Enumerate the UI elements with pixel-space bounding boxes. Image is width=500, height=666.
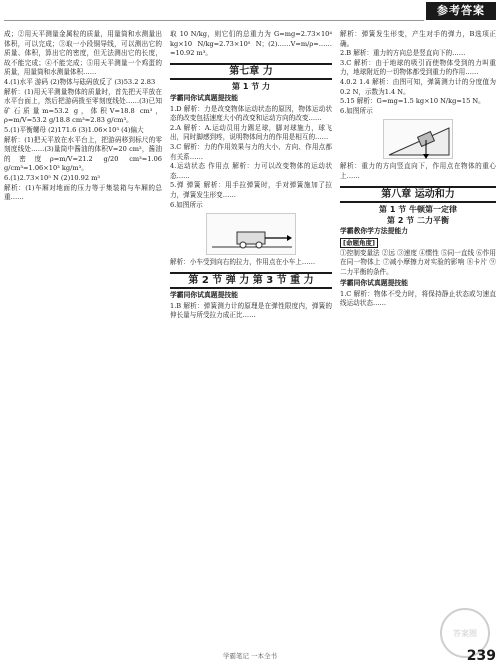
- column-3: [340, 30, 496, 309]
- col3-item-2: 3.C 解析：由于地球的吸引而使物体受到的力叫重力，地球附近的一切物体都受到重力的作用……: [340, 58, 496, 77]
- column-1: [4, 30, 162, 203]
- col2-item-3: 3.C 解析：力的作用效果与力的大小、方向、作用点都有关系……: [170, 142, 332, 161]
- col1-para-1: 成；②用天平测量金属粒的质量，用量筒和水测量出体积，可以完成；③取一小段铜导线，可以测出它的质量、体积，算出它的密度，但无法测出它的长度，故不能完成；④不能完成；⑤用天平测量一个鸡蛋的质量，用量筒和水测量体积……: [4, 30, 162, 77]
- col1-para-2: 4.(1)水平 游码 (2)物体与砝码放反了 (3)53.2 2.83: [4, 77, 156, 86]
- col3-subhead: 学霸教你学方法提能力: [340, 227, 408, 236]
- col2-item-4: 4.运动状态 作用点 解析：力可以改变物体的运动状态……: [170, 162, 332, 180]
- incline-figure: [383, 119, 453, 159]
- subhead: 学霸同你试真题提技能: [170, 93, 238, 102]
- subhead-2: 学霸同你试真题提技能: [170, 291, 238, 300]
- col3-last: 1.C 解析：物体不受力时，将保持静止状态或匀速直线运动状态……: [340, 289, 496, 308]
- col3-body: ①控制变量法 ②远 ③速度 ④惯性 ⑤同一直线 ⑥作用在同一物体上 ⑦减小摩擦力对实验的影响 ⑧卡片 ⑨二力平衡的条件。: [340, 248, 496, 276]
- col1-para-3: 解析：(1)用天平测量物体的质量时，首先把天平放在水平台面上，然后把游码拨至零刻度线处……(3)已知矿石质量m=53.2 g，体积V=18.8 cm³，ρ=m/V=53.2 g/18.8 cm³≈2.83 g/cm³。: [4, 87, 162, 125]
- col2-item-1: 1.D 解析：力是改变物体运动状态的原因，物体运动状态的改变包括速度大小的改变和运动方向的改变……: [170, 104, 332, 123]
- header-rule: [4, 20, 424, 21]
- col2-item-2: 2.A 解析：A.运动员用力踢足球，脚对球施力，球飞出，同时脚感到疼，说明物体间力的作用是相互的……: [170, 123, 332, 142]
- col3-item-6: 解析：重力的方向竖直向下，作用点在物体的重心上……: [340, 162, 496, 180]
- col2-intro: 取 10 N/kg，则它们的总重力为 G=mg=2.73×10⁴ kg×10 N/kg=2.73×10⁵ N；(2)……V=m/ρ=……≈10.92 m³。: [170, 30, 332, 58]
- incline-diagram: [384, 120, 454, 160]
- cart-figure: [206, 213, 296, 255]
- chapter-8-title: 第八章 运动和力: [340, 186, 496, 204]
- col1-para-5: 解析：(1)把天平放在水平台上，把游码移到标尺的零刻度线处……(3)量筒中酱油的体积V=20 cm³，酱油的密度ρ=m/V=21.2 g/20 cm³=1.06 g/cm³=1.06×10³ kg/m³。: [4, 135, 162, 173]
- col1-para-7: 解析：(1)车厢对地面的压力等于集装箱与车厢的总重……: [4, 183, 162, 202]
- col3-item-5: 6.如图所示: [340, 106, 373, 115]
- col1-para-6: 6.(1)2.73×10⁵ N (2)10.92 m³: [4, 173, 101, 182]
- col2-item-5: 5.弹 弹簧 解析：用手拉弹簧时，手对弹簧施加了拉力，弹簧发生形变……: [170, 181, 332, 199]
- chapter-title: 第七章 力: [170, 63, 332, 81]
- section-2-title: 第 2 节 二力平衡: [387, 215, 449, 225]
- proposition-tag: [命题角度]: [340, 238, 378, 248]
- col1-para-4: 5.(1)平衡螺母 (2)171.6 (3)1.06×10³ (4)偏大: [4, 125, 144, 134]
- section-1-title: 第 1 节 牛顿第一定律: [379, 205, 457, 215]
- column-2: [170, 30, 332, 321]
- col2-item-7: 解析：小车受到向右的拉力，作用点在小车上……: [170, 258, 316, 267]
- col2-item-6: 6.如图所示: [170, 200, 203, 209]
- page-footer: [0, 628, 500, 666]
- section-title: 第 1 节 力: [232, 82, 270, 92]
- col3-item-4: 5.15 解析：G=mg=1.5 kg×10 N/kg=15 N。: [340, 97, 485, 106]
- col3-subhead-2: 学霸同你试真题提技能: [340, 279, 408, 288]
- page-number: 239: [466, 648, 496, 664]
- header-title: 参考答案: [426, 2, 496, 20]
- col3-item-3: 4.0.2 1.4 解析：由图可知，弹簧测力计的分度值为0.2 N，示数为1.4 N。: [340, 77, 496, 96]
- footer-text: 学霸笔记 一本全书: [222, 652, 278, 660]
- col2-last-item: 1.B 解析：弹簧测力计的原理是在弹性限度内，弹簧的伸长量与所受拉力成正比……: [170, 301, 332, 320]
- cart-diagram: [207, 214, 297, 256]
- col3-item-1: 2.B 解析：重力的方向总是竖直向下的……: [340, 49, 466, 58]
- chapter-2-title: 第 2 节 弹 力 第 3 节 重 力: [170, 272, 332, 290]
- col3-intro: 解析：弹簧发生形变，产生对手的弹力，B选项正确。: [340, 30, 496, 48]
- page-header: [0, 0, 500, 22]
- watermark-stamp: 答案圈: [440, 608, 490, 658]
